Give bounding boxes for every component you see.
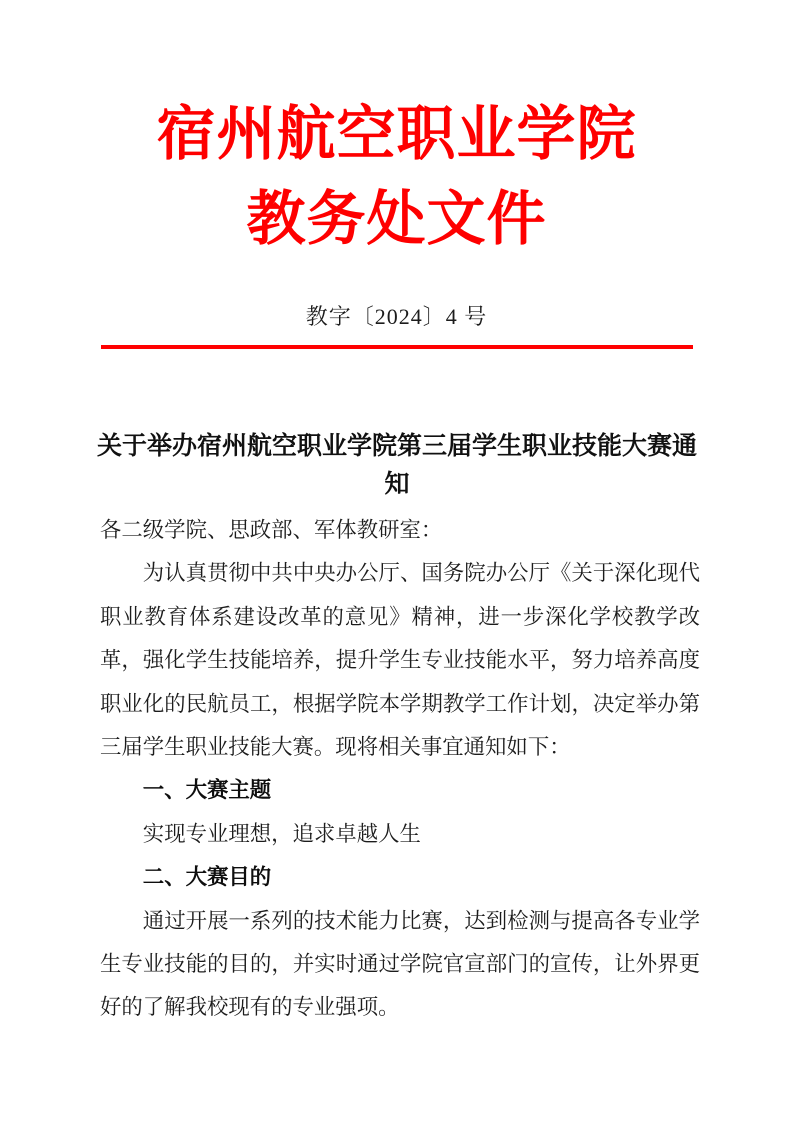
letterhead-title-line2: 教务处文件 — [246, 186, 547, 252]
document-body — [100, 509, 700, 1030]
opening-paragraph: 为认真贯彻中共中央办公厅、国务院办公厅《关于深化现代职业教育体系建设改革的意见》精神，进一步深化学校教学改革，强化学生技能培养，提升学生专业技能水平，努力培养高度职业化的民航员工，根据学院本学期教学工作计划，决定举办第三届学生职业技能大赛。现将相关事宜通知如下： — [100, 561, 700, 760]
section-1-content: 实现专业理想，追求卓越人生 — [142, 821, 421, 846]
letterhead-title-line1: 宿州航空职业学院 — [156, 101, 637, 167]
section-2-content: 通过开展一系列的技术能力比赛，达到检测与提高各专业学生专业技能的目的，并实时通过学院官宣部门的宣传，让外界更好的了解我校现有的专业强项。 — [100, 908, 700, 1020]
salutation: 各二级学院、思政部、军体教研室： — [100, 518, 443, 542]
document-number: 教字〔2024〕4 号 — [305, 304, 488, 329]
letterhead-title — [0, 92, 793, 262]
red-separator-line — [101, 345, 693, 349]
section-1-heading: 一、大赛主题 — [142, 778, 272, 803]
subject-title: 关于举办宿州航空职业学院第三届学生职业技能大赛通知 — [96, 433, 697, 498]
section-2-heading: 二、大赛目的 — [142, 865, 272, 890]
